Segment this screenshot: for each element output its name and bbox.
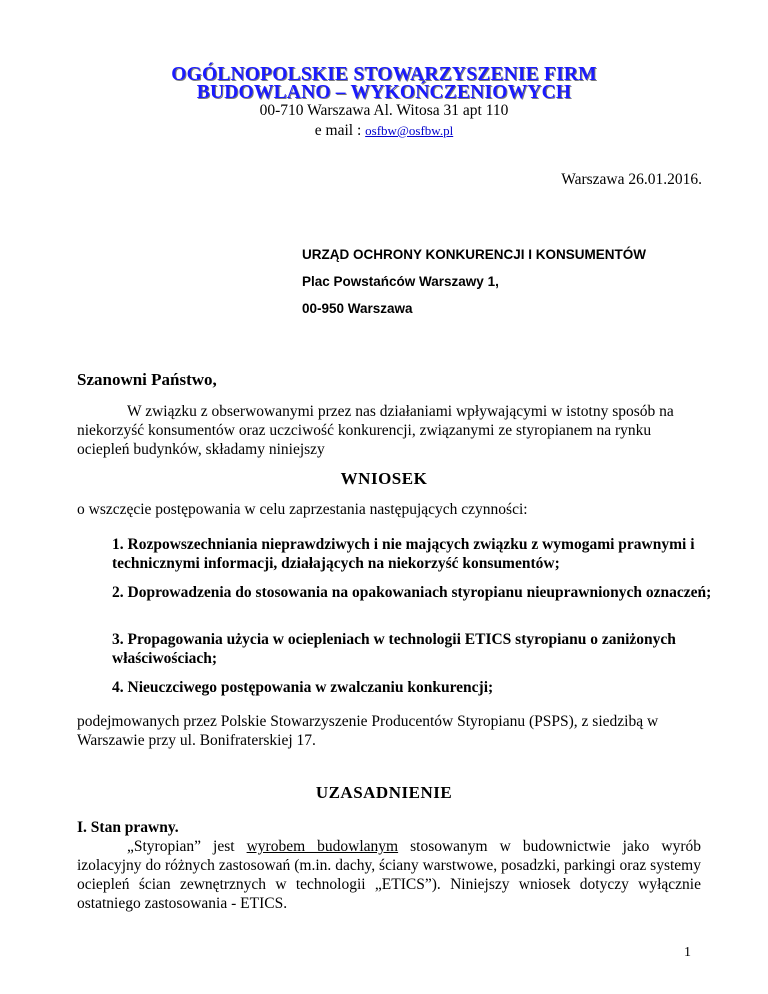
org-name-line2: BUDOWLANO – WYKOŃCZENIOWYCH [196,82,572,103]
section-title: I. Stan prawny. [77,819,179,836]
greeting: Szanowni Państwo, [77,370,217,389]
request-heading: WNIOSEK [340,469,428,488]
justification-text-after: stosowanym w budownictwie jako wyrób izolacyjny do różnych zastosowań (m.in. dachy, ściany warstwowe, posadzki, parkingi oraz systemy ociepleń ścian zewnętrznych w technologii „ETICS”). Niniejszy wniosek dotyczy wyłącznie ostatniego zastosowania - ETICS. [77,838,701,912]
request-intro: o wszczęcie postępowania w celu zaprzestania następujących czynności: [77,501,528,518]
recipient-city: 00-950 Warszawa [302,301,413,316]
justification-text-before: „Styropian” jest [127,838,247,855]
justification-underlined-term: wyrobem budowlanym [246,838,399,855]
email-label: e mail : [314,122,366,139]
request-item-3: 3. Propagowania użycia w ociepleniach w technologii ETICS styropianu o zaniżonych właściwościach; [112,631,676,667]
org-address: 00-710 Warszawa Al. Witosa 31 apt 110 [259,102,509,119]
justification-paragraph [77,837,701,913]
recipient-street: Plac Powstańców Warszawy 1, [302,274,499,289]
letter-date: Warszawa 26.01.2016. [561,171,702,188]
recipient-name: URZĄD OCHRONY KONKURENCJI I KONSUMENTÓW [302,247,647,262]
justification-heading: UZASADNIENIE [315,783,453,802]
org-name-line1: OGÓLNOPOLSKIE STOWARZYSZENIE FIRM [171,64,597,85]
intro-paragraph [77,402,701,459]
request-closing: podejmowanych przez Polskie Stowarzyszenie Producentów Styropianu (PSPS), z siedzibą w Warszawie przy ul. Bonifraterskiej 17. [77,713,659,749]
email-link[interactable]: osfbw@osfbw.pl [365,123,454,138]
request-item-1: 1. Rozpowszechniania nieprawdziwych i nie mających związku z wymogami prawnymi i technicznymi informacji, działających na niekorzyść konsumentów; [112,536,695,572]
intro-text: W związku z obserwowanymi przez nas działaniami wpływającymi w istotny sposób na niekorzyść konsumentów oraz uczciwość konkurencji, związanymi ze styropianem na rynku ociepleń budynków, składamy niniejszy [77,403,674,458]
request-item-4: 4. Nieuczciwego postępowania w zwalczaniu konkurencji; [112,679,494,696]
page-number: 1 [684,945,691,960]
request-item-2: 2. Doprowadzenia do stosowania na opakowaniach styropianu nieuprawnionych oznaczeń; [112,584,712,601]
org-email-line [0,121,768,141]
